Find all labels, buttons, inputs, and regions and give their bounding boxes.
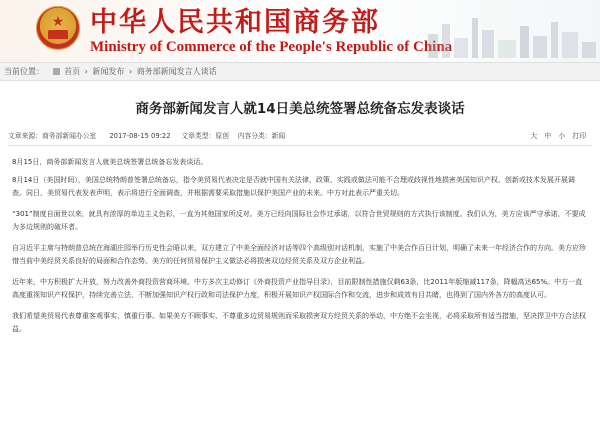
article-body [12, 156, 588, 336]
print-button[interactable]: 打印 [572, 132, 586, 140]
font-large-button[interactable]: 大 [530, 132, 538, 140]
font-medium-button[interactable]: 中 [544, 132, 552, 140]
breadcrumb-news[interactable]: 新闻发布 [92, 67, 125, 76]
meta-date: 2017-08-15 09:22 [109, 132, 171, 140]
font-small-button[interactable]: 小 [558, 132, 566, 140]
breadcrumb-separator: › [128, 67, 133, 76]
home-icon [53, 68, 60, 75]
site-title-en[interactable]: Ministry of Commerce of the People's Republic of China [90, 39, 453, 55]
paragraph: 自习近平主席与特朗普总统在海湖庄园举行历史性会晤以来，双方建立了中美全面经济对话等四个高级别对话机制，实施了中美合作百日计划，明确了未来一年经济合作的方向。美方应珍惜当前中美经贸关系良好的局面和合作态势。美方的任何贸易保护主义做法必将损害双边经贸关系及双方企业利益。 [12, 244, 586, 265]
meta-category: 内容分类：新闻 [237, 132, 286, 140]
site-title-cn[interactable]: 中华人民共和国商务部 [90, 7, 380, 38]
skyline-decoration-icon [420, 14, 600, 58]
breadcrumb-current[interactable]: 商务部新闻发言人谈话 [136, 67, 217, 76]
star-icon: ★ [51, 14, 65, 30]
paragraph: 我们希望美贸易代表尊重客观事实，慎重行事。如果美方不顾事实、不尊重多边贸易规则而采取损害双方经贸关系的举动，中方绝不会坐视，必将采取所有适当措施，坚决捍卫中方合法权益。 [12, 312, 586, 333]
breadcrumb [0, 62, 600, 81]
site-header [0, 0, 600, 62]
paragraph: 近年来，中方积极扩大开放，努力改善外商投资营商环境。中方多次主动修订《外商投资产业指导目录》，目前限制性措施仅剩63条，比2011年版缩减117条，降幅高达65%。中方一直高度重视知识产权保护，持续完善立法，不断加强知识产权行政和司法保护力度，积极开展知识产权国际合作和交流，进步和成效有目共睹，也得到了国内外各方的高度认可。 [12, 278, 583, 299]
breadcrumb-prefix: 当前位置： [4, 67, 44, 76]
paragraph: 8月15日，商务部新闻发言人就美总统签署总统备忘发表谈话。 [12, 158, 208, 166]
national-emblem-icon [36, 6, 80, 50]
breadcrumb-home[interactable]: 首页 [64, 67, 81, 76]
meta-type: 文章类型：原创 [181, 132, 229, 140]
article-meta [8, 129, 592, 146]
paragraph: 8月14日（美国时间），美国总统特朗普签署总统备忘，指令美贸易代表决定是否就中国有关法律、政策、实践或做法可能不合理或歧视性地损害美国知识产权、创新或技术发展开展调查。同日，美贸易代表发表声明，表示将进行全面调查，并根据需要采取措施以保护美国产业的未来。中方对此表示严重关切。 [12, 176, 575, 197]
meta-source: 文章来源：商务部新闻办公室 [8, 132, 97, 140]
article-title: 商务部新闻发言人就14日美总统签署总统备忘发表谈话 [135, 101, 465, 117]
font-size-tools [526, 129, 587, 143]
gate-icon [48, 30, 68, 39]
paragraph: “301”制度自面世以来，就具有浓厚的单边主义色彩，一直为其他国家所反对。美方已经向国际社会作过承诺，以符合世贸规则的方式执行该制度。我们认为，美方应该严守承诺，不要成为多边规则的破坏者。 [12, 210, 586, 231]
breadcrumb-separator: › [84, 67, 88, 76]
